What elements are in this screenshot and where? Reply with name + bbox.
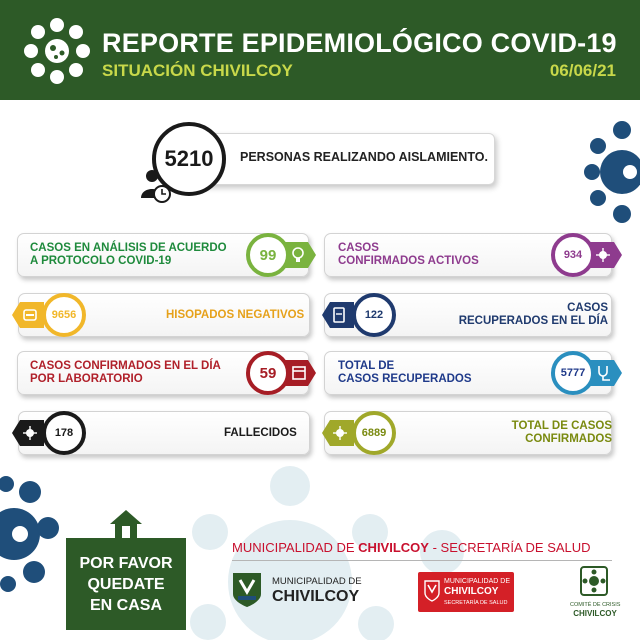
logo-municipality-line-1: MUNICIPALIDAD DE xyxy=(272,576,362,587)
stat-value-active: 934 xyxy=(563,249,583,261)
stat-label-total-confirmed-2: CONFIRMADOS xyxy=(525,433,612,445)
stat-value-daily-confirmed: 59 xyxy=(259,364,277,382)
report-title: REPORTE EPIDEMIOLÓGICO COVID-19 xyxy=(102,28,617,58)
stat-label-recovered-total-1: TOTAL DE xyxy=(338,360,395,372)
stat-label-daily-confirmed-1: CASOS CONFIRMADOS EN EL DÍA xyxy=(30,360,221,372)
clipboard-icon xyxy=(322,302,354,328)
divider xyxy=(232,560,612,561)
logo-municipality-line-2: CHIVILCOY xyxy=(272,588,360,605)
stat-label-recovered-total-2: CASOS RECUPERADOS xyxy=(338,373,472,385)
stat-ring-daily-confirmed xyxy=(246,351,290,395)
municipality-shield-icon xyxy=(232,572,262,608)
municipality-part-2: CHIVILCOY xyxy=(358,540,429,555)
municipality-part-3: - SECRETARÍA DE SALUD xyxy=(428,540,591,555)
stat-ring-negative xyxy=(42,293,86,337)
stat-ring-deaths xyxy=(42,411,86,455)
stat-value-recovered-total: 5777 xyxy=(560,367,586,379)
stat-label-recovered-day-1: CASOS xyxy=(567,302,608,314)
stay-home-line-1: POR FAVOR xyxy=(79,554,173,572)
minus-icon xyxy=(12,302,44,328)
house-icon xyxy=(108,508,144,540)
stat-value-recovered-day: 122 xyxy=(364,309,384,321)
logo-health-line-3: SECRETARÍA DE SALUD xyxy=(444,600,508,606)
stat-ring-total-confirmed xyxy=(352,411,396,455)
shield-icon xyxy=(424,580,440,602)
stat-ring-analysis xyxy=(246,233,290,277)
virus-icon xyxy=(12,420,44,446)
stat-label-daily-confirmed-2: POR LABORATORIO xyxy=(30,373,143,385)
virus-icon xyxy=(322,420,354,446)
virus-decoration-icon xyxy=(584,116,640,228)
stat-value-deaths: 178 xyxy=(54,427,74,439)
stat-label-total-confirmed-1: TOTAL DE CASOS xyxy=(511,420,612,432)
stat-label-active-2: CONFIRMADOS ACTIVOS xyxy=(338,255,479,267)
stat-label-analysis-2: A PROTOCOLO COVID-19 xyxy=(30,255,172,267)
logo-crisis-line-2: CHIVILCOY xyxy=(573,609,617,618)
stay-home-box xyxy=(66,538,186,630)
report-date: 06/06/21 xyxy=(549,61,616,80)
stat-ring-recovered-total xyxy=(551,351,595,395)
stay-home-line-3: EN CASA xyxy=(89,596,162,614)
stat-label-active-1: CASOS xyxy=(338,242,379,254)
stat-value-total-confirmed: 6889 xyxy=(361,427,387,439)
municipality-part-1: MUNICIPALIDAD DE xyxy=(232,540,359,555)
header-banner xyxy=(0,0,640,100)
stat-value-analysis: 99 xyxy=(259,246,277,264)
report-subtitle: SITUACIÓN CHIVILCOY xyxy=(102,61,293,80)
stay-home-line-2: QUEDATE xyxy=(87,575,165,593)
virus-logo-icon xyxy=(22,16,92,86)
stat-label-analysis-1: CASOS EN ANÁLISIS DE ACUERDO xyxy=(30,242,227,254)
virus-decoration-icon xyxy=(0,468,66,598)
municipality-line xyxy=(232,540,591,555)
isolation-count: 5210 xyxy=(164,146,214,171)
stat-label-deaths: FALLECIDOS xyxy=(224,427,297,439)
health-secretariat-logo xyxy=(418,572,514,612)
stat-label-negative: HISOPADOS NEGATIVOS xyxy=(166,309,305,321)
isolation-label: PERSONAS REALIZANDO AISLAMIENTO. xyxy=(240,150,488,164)
person-clock-icon xyxy=(140,168,174,204)
logo-health-line-2: CHIVILCOY xyxy=(444,586,499,597)
stat-label-recovered-day-2: RECUPERADOS EN EL DÍA xyxy=(458,315,608,327)
stat-ring-recovered-day xyxy=(352,293,396,337)
logo-crisis-line-1: COMITÉ DE CRISIS xyxy=(570,602,621,608)
crisis-committee-icon xyxy=(580,566,608,596)
logo-health-line-1: MUNICIPALIDAD DE xyxy=(444,578,510,585)
stat-value-negative: 9656 xyxy=(51,309,77,321)
stat-ring-active xyxy=(551,233,595,277)
